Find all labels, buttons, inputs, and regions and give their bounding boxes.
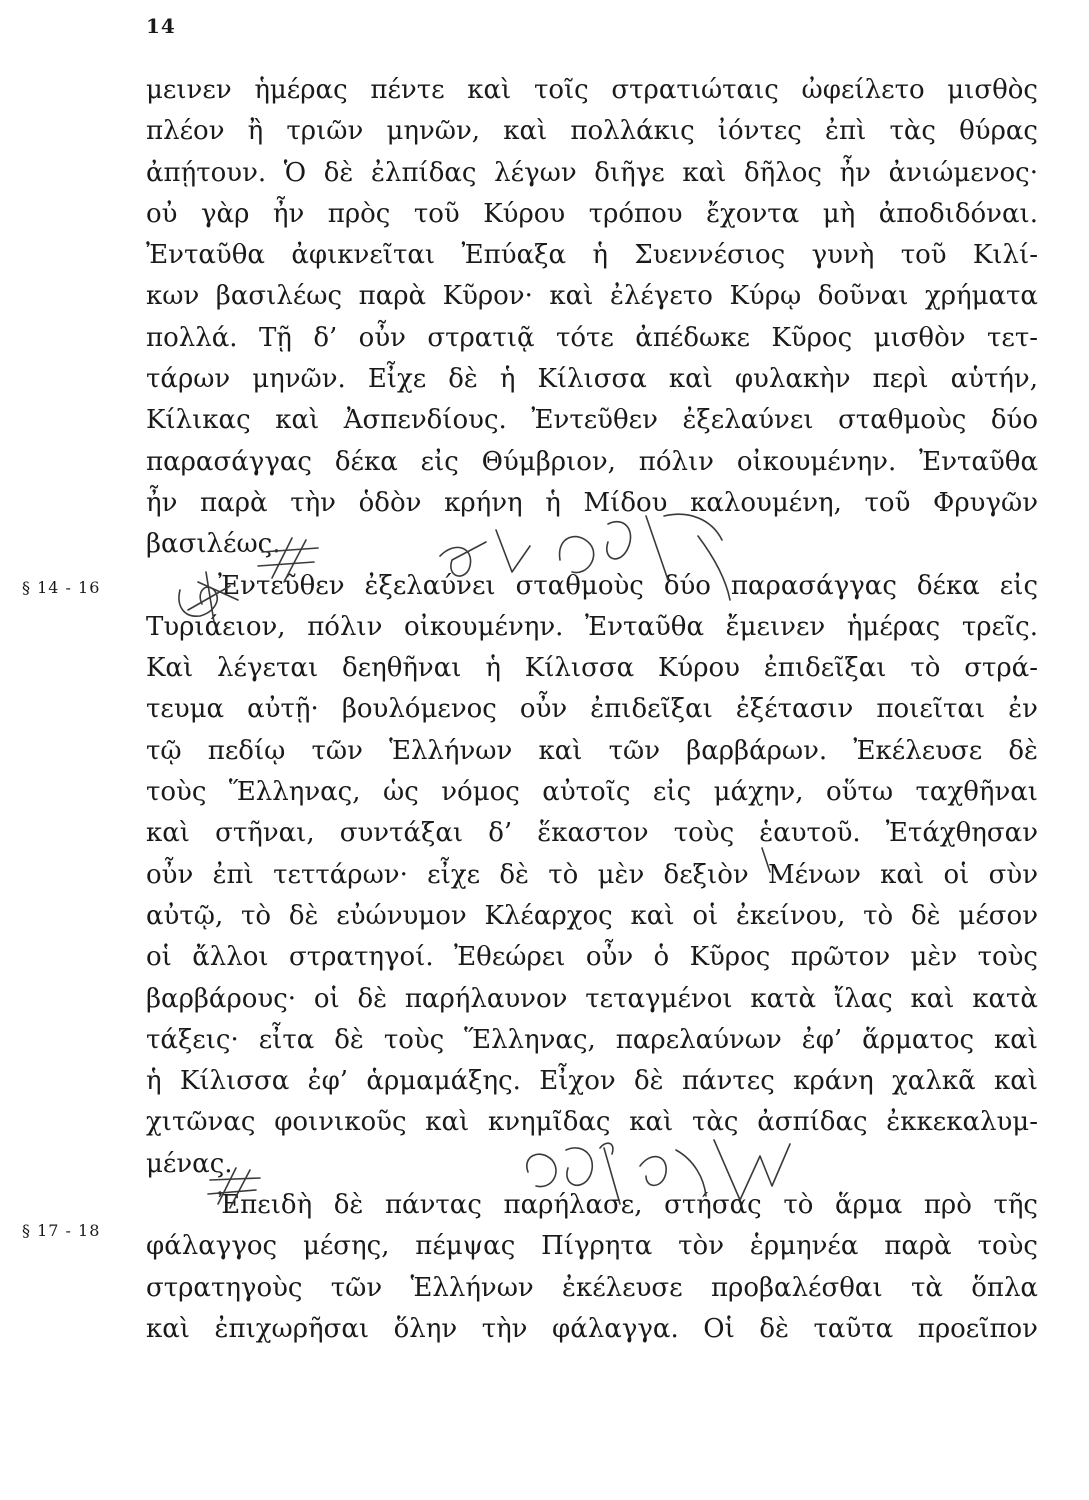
text-line: οὖν ἐπὶ τεττάρων· εἶχε δὲ τὸ μὲν δεξιὸν Μένων καὶ οἱ σὺν [146,859,1038,890]
text-line: καὶ στῆναι, συντάξαι δ’ ἕκαστον τοὺς ἑαυτοῦ. Ἐτάχθησαν [146,818,1038,849]
text-line: Τυριάειον, πόλιν οἰκουμένην. Ἐνταῦθα ἔμεινεν ἡμέρας τρεῖς. [146,611,1038,642]
section-ref-14-16: § 14 - 16 [22,578,101,597]
text-line: Ἐντεῦθεν ἐξελαύνει σταθμοὺς δύο παρασάγγας δέκα εἰς [218,570,1038,601]
text-line: ἦν παρὰ τὴν ὁδὸν κρήνη ἡ Μίδου καλουμένη, τοῦ Φρυγῶν [146,487,1038,518]
text-line: Ἐπειδὴ δὲ πάντας παρήλασε, στήσας τὸ ἅρμα πρὸ τῆς [218,1190,1038,1221]
text-line: βασιλέως. [146,529,281,560]
text-line: τάξεις· εἶτα δὲ τοὺς Ἕλληνας, παρελαύνων ἐφ’ ἅρματος καὶ [146,1024,1038,1055]
text-line: χιτῶνας φοινικοῦς καὶ κνημῖδας καὶ τὰς ἀσπίδας ἐκκεκαλυμ- [146,1107,1038,1138]
text-line: κων βασιλέως παρὰ Κῦρον· καὶ ἐλέγετο Κύρῳ δοῦναι χρήματα [146,281,1038,312]
page-number: 14 [146,14,176,38]
text-line: τευμα αὐτῇ· βουλόμενος οὖν ἐπιδεῖξαι ἐξέτασιν ποιεῖται ἐν [146,694,1038,725]
text-line: τοὺς Ἕλληνας, ὡς νόμος αὐτοῖς εἰς μάχην, οὕτω ταχθῆναι [146,777,1038,808]
text-line: παρασάγγας δέκα εἰς Θύμβριον, πόλιν οἰκουμένην. Ἐνταῦθα [146,446,1038,477]
text-line: πολλά. Τῇ δ’ οὖν στρατιᾷ τότε ἀπέδωκε Κῦρος μισθὸν τετ- [146,322,1038,353]
body-text [146,70,1038,1350]
text-line: πλέον ἢ τριῶν μηνῶν, καὶ πολλάκις ἰόντες ἐπὶ τὰς θύρας [146,116,1038,147]
text-line: τῷ πεδίῳ τῶν Ἑλλήνων καὶ τῶν βαρβάρων. Ἐκέλευσε δὲ [146,735,1038,766]
text-line: φάλαγγος μέσης, πέμψας Πίγρητα τὸν ἑρμηνέα παρὰ τοὺς [146,1231,1038,1262]
text-line: αὐτῷ, τὸ δὲ εὐώνυμον Κλέαρχος καὶ οἱ ἐκείνου, τὸ δὲ μέσον [146,900,1038,931]
text-line: στρατηγοὺς τῶν Ἑλλήνων ἐκέλευσε προβαλέσθαι τὰ ὅπλα [146,1272,1038,1303]
text-line: μεινεν ἡμέρας πέντε καὶ τοῖς στρατιώταις ὠφείλετο μισθὸς [146,75,1038,105]
text-line: μένας. [146,1148,233,1179]
text-line: ἡ Κίλισσα ἐφ’ ἁρμαμάξης. Εἶχον δὲ πάντες κράνη χαλκᾶ καὶ [146,1066,1038,1097]
text-line: βαρβάρους· οἱ δὲ παρήλαυνον τεταγμένοι κατὰ ἴλας καὶ κατὰ [146,983,1038,1014]
text-line: καὶ ἐπιχωρῆσαι ὅλην τὴν φάλαγγα. Οἱ δὲ ταῦτα προεῖπον [146,1313,1038,1344]
text-line: τάρων μηνῶν. Εἶχε δὲ ἡ Κίλισσα καὶ φυλακὴν περὶ αὑτήν, [146,364,1038,395]
text-line: οἱ ἄλλοι στρατηγοί. Ἐθεώρει οὖν ὁ Κῦρος πρῶτον μὲν τοὺς [146,942,1038,973]
text-line: Ἐνταῦθα ἀφικνεῖται Ἐπύαξα ἡ Συεννέσιος γυνὴ τοῦ Κιλί- [146,240,1038,271]
text-line: Κίλικας καὶ Ἀσπενδίους. Ἐντεῦθεν ἐξελαύνει σταθμοὺς δύο [146,405,1038,436]
text-line: οὐ γὰρ ἦν πρὸς τοῦ Κύρου τρόπου ἔχοντα μὴ ἀποδιδόναι. [146,198,1038,229]
section-ref-17-18: § 17 - 18 [22,1221,101,1240]
text-line: ἀπῄτουν. Ὁ δὲ ἐλπίδας λέγων διῆγε καὶ δῆλος ἦν ἀνιώμενος· [146,157,1038,188]
text-line: Καὶ λέγεται δεηθῆναι ἡ Κίλισσα Κύρου ἐπιδεῖξαι τὸ στρά- [146,653,1038,684]
